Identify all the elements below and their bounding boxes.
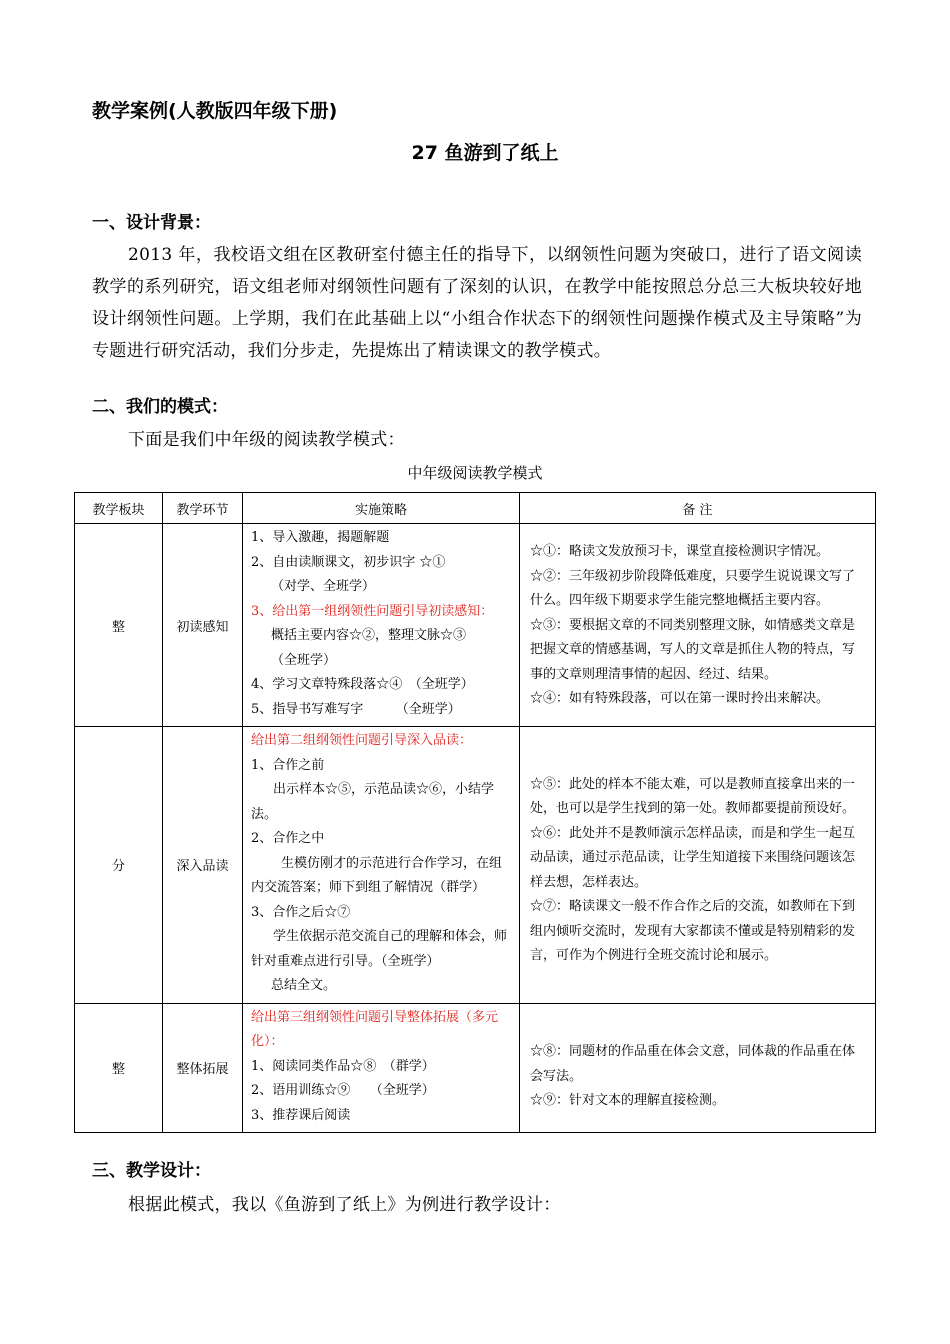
strategy-line: 3、推荐课后阅读 <box>251 1107 351 1123</box>
section-heading-design: 三、教学设计： <box>92 1161 211 1181</box>
note-cell <box>520 524 876 727</box>
strategy-cell <box>243 1003 520 1133</box>
table-row <box>75 727 876 1004</box>
design-intro: 根据此模式，我以《鱼游到了纸上》为例进行教学设计： <box>128 1195 561 1215</box>
document-title: 教学案例(人教版四年级下册) <box>92 100 338 122</box>
strategy-line: 5、指导书写难写字 （全班学） <box>251 701 461 717</box>
column-header: 教学环节 <box>163 493 243 524</box>
strategy-line: 出示样本☆⑤，示范品读☆⑥，小结学法。 <box>251 782 495 822</box>
strategy-line: （全班学） <box>271 652 337 668</box>
background-paragraph: 2013 年，我校语文组在区教研室付德主任的指导下，以纲领性问题为突破口，进行了语文阅读教学的系列研究，语文组老师对纲领性问题有了深刻的认识，在教学中能按照总分总三大板块较好地设计纲领性问题。上学期，我们在此基础上以“小组合作状态下的纲领性问题操作模式及主导策略”为专题进行研究活动，我们分步走，先提炼出了精读课文的教学模式。 <box>92 245 862 361</box>
note-line: ☆⑤：此处的样本不能太难，可以是教师直接拿出来的一处，也可以是学生找到的第一处。教师都要提前预设好。 <box>530 776 856 817</box>
column-header: 实施策略 <box>243 493 520 524</box>
strategy-line: 3、合作之后☆⑦ <box>251 904 351 920</box>
step-cell: 深入品读 <box>163 727 243 1004</box>
strategy-line-highlight: 给出第二组纲领性问题引导深入品读： <box>251 733 473 748</box>
strategy-line: 1、合作之前 <box>251 757 325 773</box>
strategy-cell <box>243 727 520 1004</box>
table-row <box>75 524 876 727</box>
note-cell <box>520 727 876 1004</box>
strategy-line: 2、语用训练☆⑨ （全班学） <box>251 1083 435 1098</box>
strategy-line: 4、学习文章特殊段落☆④ （全班学） <box>251 677 474 692</box>
strategy-line: 概括主要内容☆②，整理文脉☆③ <box>271 628 467 643</box>
column-header: 教学板块 <box>75 493 163 524</box>
strategy-line: 总结全文。 <box>271 978 337 993</box>
table-header-row <box>75 493 876 524</box>
strategy-line: 2、合作之中 <box>251 831 325 846</box>
strategy-line-highlight: 给出第三组纲领性问题引导整体拓展（多元化）： <box>251 1009 499 1049</box>
strategy-line: 生模仿刚才的示范进行合作学习，在组内交流答案；师下到组了解情况（群学） <box>251 855 503 895</box>
lesson-title: 27 鱼游到了纸上 <box>411 142 559 164</box>
teaching-model-table <box>74 492 876 1133</box>
step-cell: 初读感知 <box>163 524 243 727</box>
note-cell <box>520 1003 876 1133</box>
section-heading-model: 二、我们的模式： <box>92 397 228 417</box>
strategy-line: 学生依据示范交流自己的理解和体会，师针对重难点进行引导。（全班学） <box>251 929 508 969</box>
strategy-line: （对学、全班学） <box>271 579 376 594</box>
strategy-line: 1、阅读同类作品☆⑧ （群学） <box>251 1058 435 1074</box>
table-caption: 中年级阅读教学模式 <box>407 464 543 482</box>
note-line: ☆④：如有特殊段落，可以在第一课时拎出来解决。 <box>530 691 830 707</box>
strategy-line: 2、自由读顺课文，初步识字 ☆① <box>251 554 446 570</box>
model-intro: 下面是我们中年级的阅读教学模式： <box>128 430 405 450</box>
block-cell: 整 <box>75 1003 163 1133</box>
note-line: ☆③：要根据文章的不同类别整理文脉，如情感类文章是把握文章的情感基调，写人的文章是抓住人物的特点，写事的文章则理清事情的起因、经过、结果。 <box>530 617 856 682</box>
step-cell: 整体拓展 <box>163 1003 243 1133</box>
strategy-line-highlight: 3、给出第一组纲领性问题引导初读感知： <box>251 603 494 619</box>
note-line: ☆①：略读文发放预习卡，课堂直接检测识字情况。 <box>530 544 830 560</box>
strategy-cell <box>243 524 520 727</box>
note-line: ☆⑧：同题材的作品重在体会文意，同体裁的作品重在体会写法。 <box>530 1044 856 1084</box>
strategy-line: 1、导入激趣，揭题解题 <box>251 530 390 545</box>
note-line: ☆⑨：针对文本的理解直接检测。 <box>530 1093 726 1108</box>
column-header: 备 注 <box>520 493 876 524</box>
block-cell: 分 <box>75 727 163 1004</box>
note-line: ☆⑦：略读课文一般不作合作之后的交流，如教师在下到组内倾听交流时，发现有大家都读不懂或是特别精彩的发言，可作为个例进行全班交流讨论和展示。 <box>530 899 856 964</box>
section-heading-background: 一、设计背景： <box>92 213 211 233</box>
block-cell: 整 <box>75 524 163 727</box>
note-line: ☆⑥：此处并不是教师演示怎样品读，而是和学生一起互动品读，通过示范品读，让学生知道接下来围绕问题该怎样去想，怎样表达。 <box>530 825 856 890</box>
note-line: ☆②：三年级初步阶段降低难度，只要学生说说课文写了什么。四年级下期要求学生能完整地概括主要内容。 <box>530 568 856 609</box>
table-row <box>75 1003 876 1133</box>
